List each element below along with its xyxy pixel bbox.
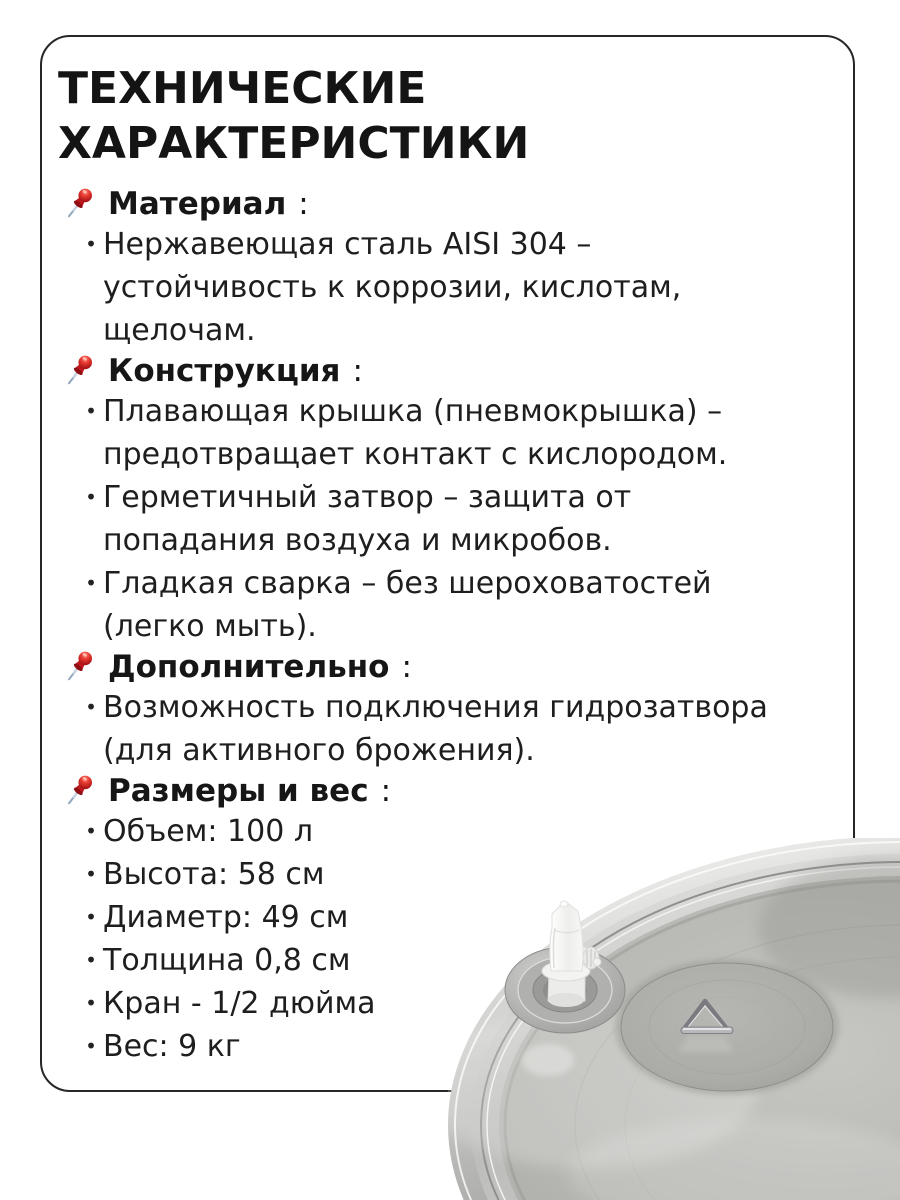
bullet-icon: •	[85, 399, 97, 423]
bullet-icon: •	[85, 948, 97, 972]
pushpin-icon	[64, 185, 96, 223]
bullet-icon: •	[85, 905, 97, 929]
list-item	[58, 390, 827, 476]
page-title-line2: ХАРАКТЕРИСТИКИ	[58, 118, 530, 169]
lid-image	[448, 838, 900, 1200]
spec-line: Нержавеющая сталь AISI 304 –	[103, 227, 592, 262]
section-colon: :	[298, 186, 309, 222]
spec-line: Плавающая крышка (пневмокрышка) –	[103, 394, 723, 429]
list-item	[58, 223, 827, 352]
bullet-icon: •	[85, 862, 97, 886]
section-colon: :	[401, 649, 412, 685]
spec-line: Объем: 100 л	[103, 814, 314, 849]
list-item	[58, 686, 827, 772]
spec-section	[58, 185, 827, 352]
bullet-icon: •	[85, 819, 97, 843]
spec-line: Диаметр: 49 см	[103, 900, 349, 935]
page-title	[58, 61, 827, 171]
spec-line: Высота: 58 см	[103, 857, 325, 892]
section-colon: :	[352, 353, 363, 389]
spec-section	[58, 648, 827, 772]
spec-section	[58, 352, 827, 648]
section-label: Конструкция	[108, 353, 341, 389]
spec-line: (для активного брожения).	[103, 733, 535, 768]
pushpin-icon	[64, 352, 96, 390]
spec-line: (легко мыть).	[103, 609, 317, 644]
item-lines	[103, 390, 827, 476]
section-header	[58, 648, 827, 686]
section-colon: :	[380, 773, 392, 809]
spec-line: попадания воздуха и микробов.	[103, 523, 612, 558]
spec-line: Возможность подключения гидрозатвора	[103, 690, 768, 725]
spec-line: Кран - 1/2 дюйма	[103, 986, 376, 1021]
section-label: Размеры и вес	[108, 773, 369, 809]
pushpin-icon	[64, 648, 96, 686]
spec-line: устойчивость к коррозии, кислотам,	[103, 270, 682, 305]
list-item	[58, 476, 827, 562]
page-title-line1: ТЕХНИЧЕСКИЕ	[58, 63, 427, 114]
section-header	[58, 185, 827, 223]
pushpin-icon	[64, 772, 96, 810]
bullet-icon: •	[85, 991, 97, 1015]
spec-line: Гладкая сварка – без шероховатостей	[103, 566, 712, 601]
spec-line: щелочам.	[103, 313, 256, 348]
item-lines	[103, 223, 827, 352]
section-header	[58, 772, 827, 810]
bullet-icon: •	[85, 485, 97, 509]
spec-line: Толщина 0,8 см	[103, 943, 351, 978]
bullet-icon: •	[85, 232, 97, 256]
section-label: Дополнительно	[108, 649, 390, 685]
item-lines	[103, 562, 827, 648]
section-label: Материал	[108, 186, 287, 222]
product-photo	[448, 838, 900, 1200]
item-lines	[103, 476, 827, 562]
spec-line: Герметичный затвор – защита от	[103, 480, 632, 515]
list-item	[58, 562, 827, 648]
bullet-icon: •	[85, 1034, 97, 1058]
bullet-icon: •	[85, 695, 97, 719]
spec-line: Вес: 9 кг	[103, 1029, 241, 1064]
section-header	[58, 352, 827, 390]
bullet-icon: •	[85, 571, 97, 595]
spec-line: предотвращает контакт с кислородом.	[103, 437, 728, 472]
item-lines	[103, 686, 827, 772]
